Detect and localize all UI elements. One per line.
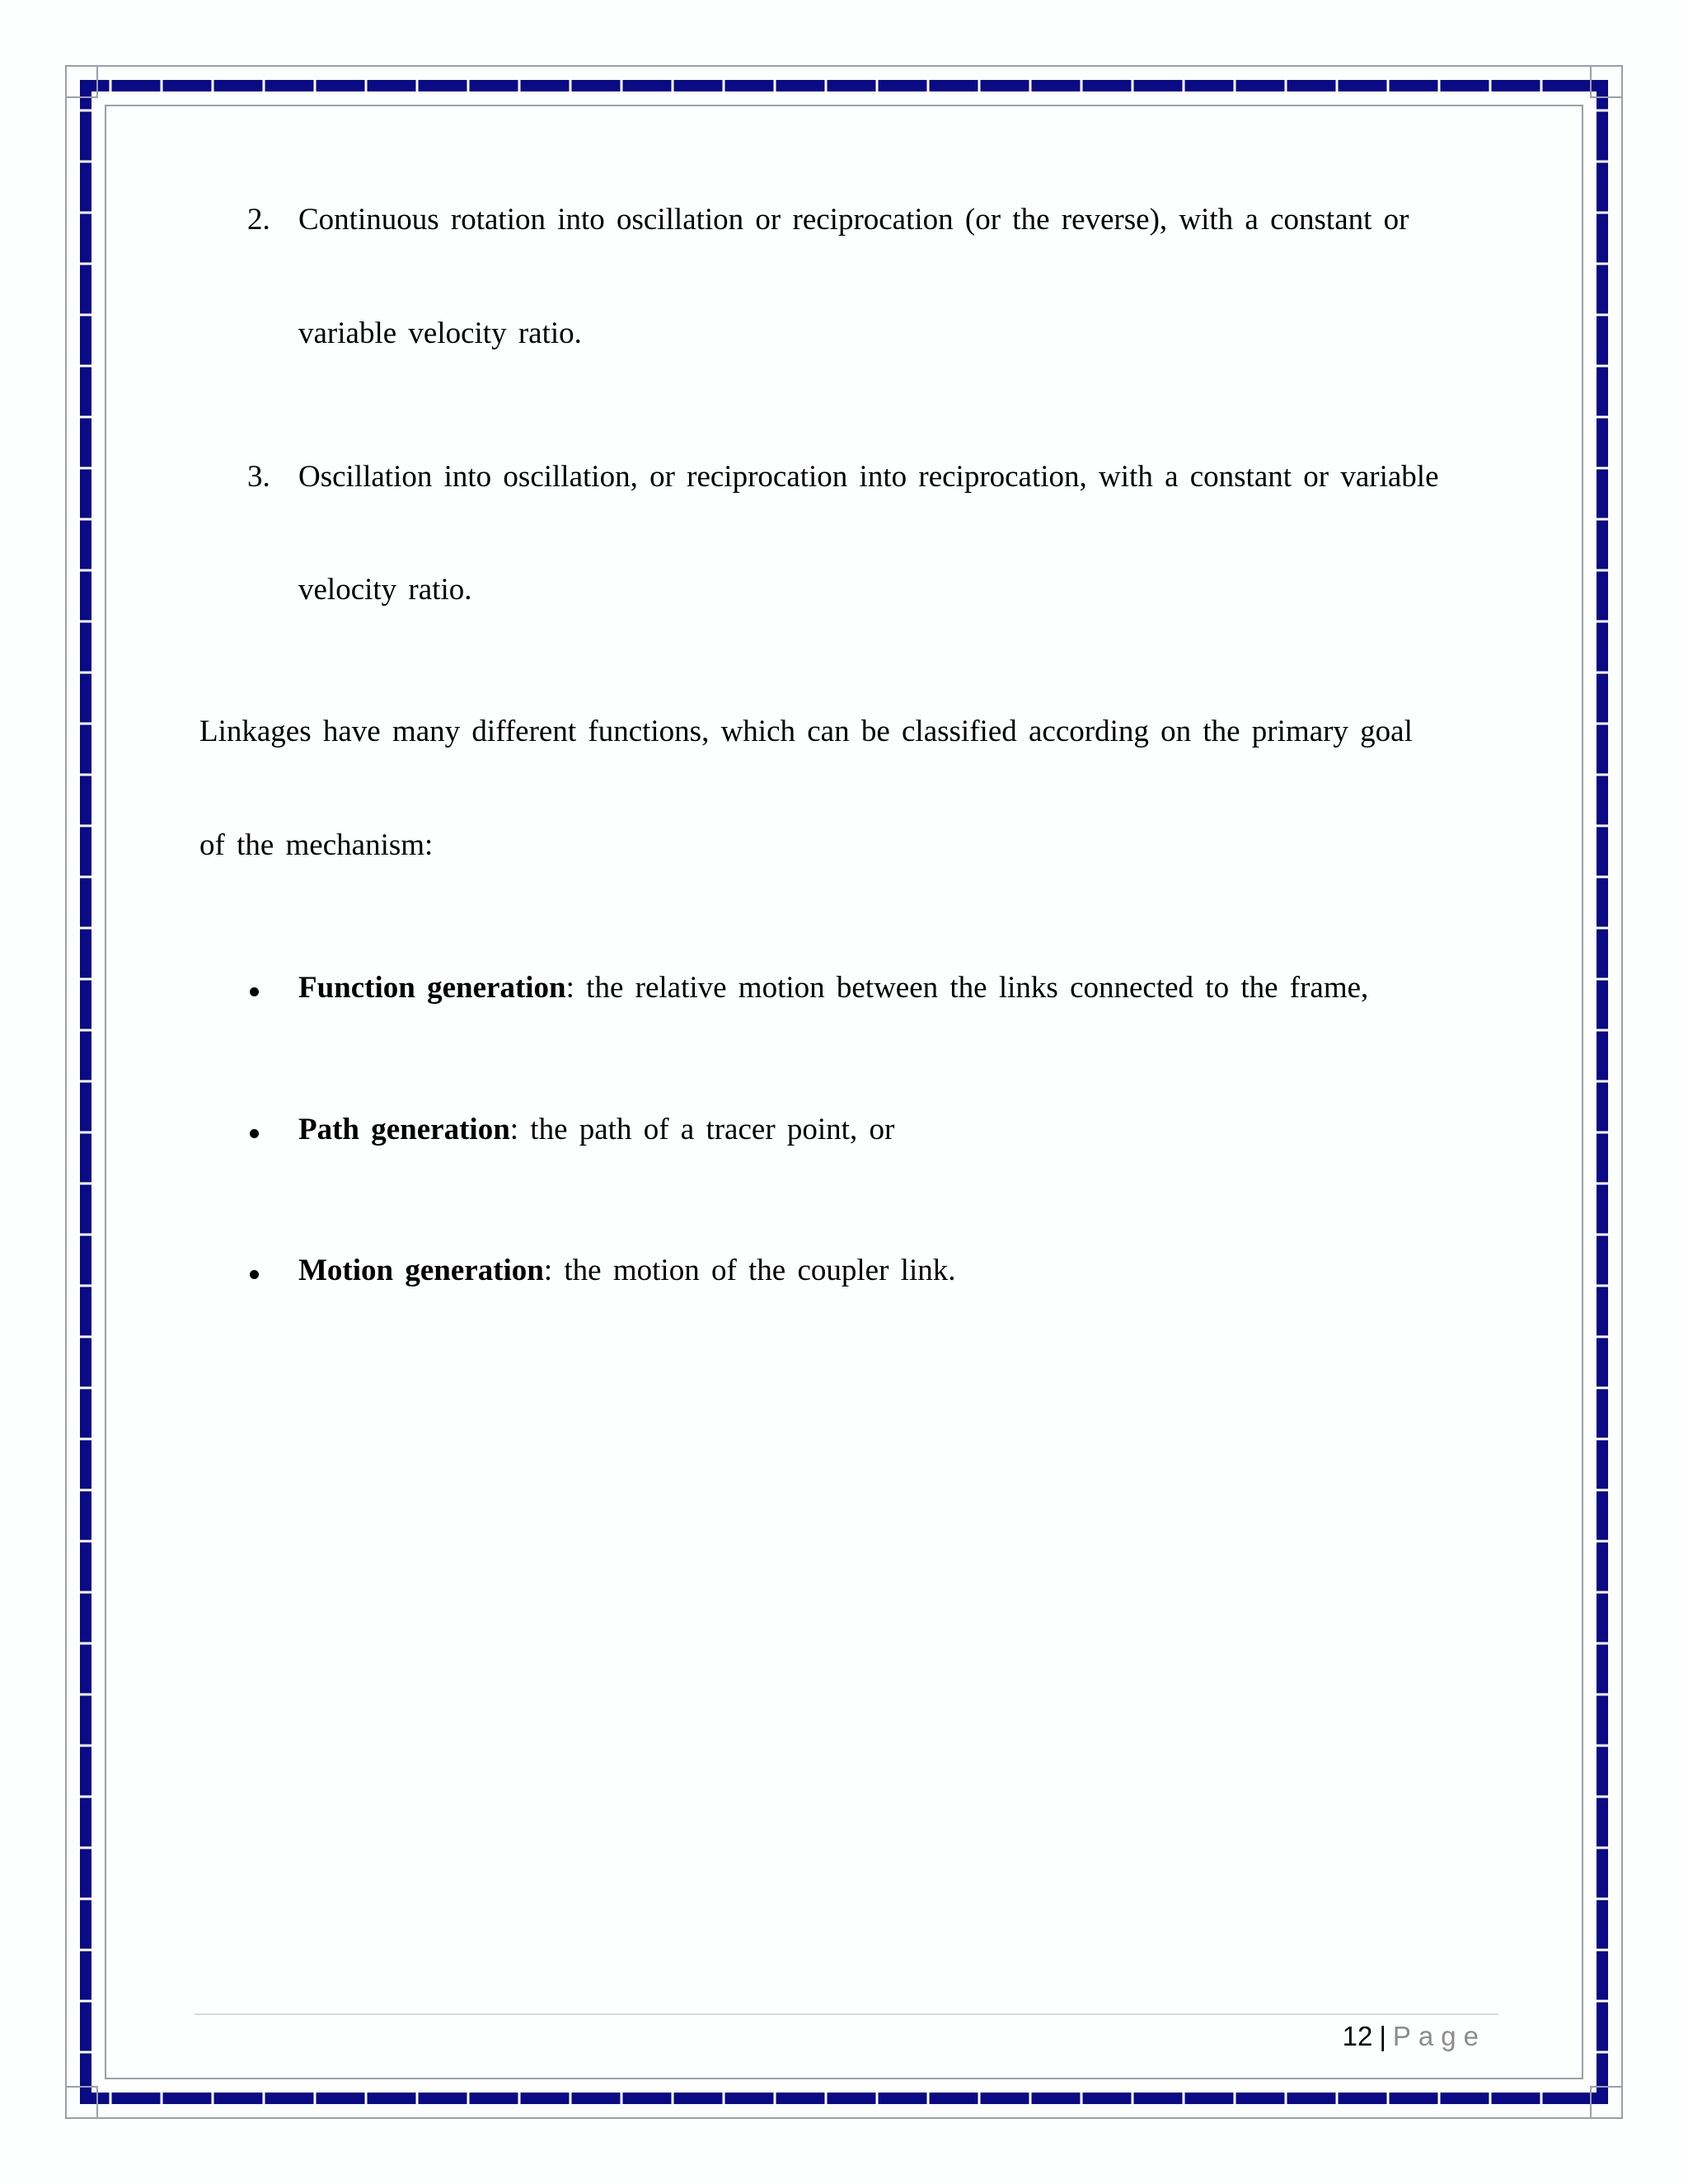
border-outline-inner	[106, 105, 1582, 2079]
numbered-item-2-line-2: variable velocity ratio.	[298, 316, 582, 350]
bullet-path-generation	[298, 1114, 894, 1145]
bullet-text: : the relative motion between the links connected to the frame,	[565, 971, 1369, 1005]
bullet-text: : the motion of the coupler link.	[543, 1254, 956, 1287]
numbered-item-3-line-2: velocity ratio.	[298, 573, 472, 607]
border-frame	[86, 86, 1602, 2098]
bullet-dot	[250, 1129, 259, 1138]
list-number-3: 3.	[247, 460, 270, 494]
bullet-function-generation	[298, 972, 1368, 1003]
border-outline-outer	[66, 66, 1622, 2118]
paragraph-line-2: of the mechanism:	[199, 828, 434, 862]
bullet-motion-generation	[298, 1255, 955, 1286]
footer-separator: |	[1379, 2021, 1386, 2051]
page-label: Page	[1392, 2021, 1486, 2051]
bullet-term: Path generation	[298, 1113, 510, 1146]
bullet-dot	[250, 1270, 259, 1279]
footer-rule	[195, 2013, 1498, 2015]
numbered-item-2-line-1: Continuous rotation into oscillation or reciprocation (or the reverse), with a constant or	[298, 203, 1409, 237]
numbered-item-3-line-1: Oscillation into oscillation, or reciprocation into reciprocation, with a constant or variable	[298, 460, 1439, 494]
bullet-dot	[250, 987, 259, 996]
bullet-text: : the path of a tracer point, or	[509, 1113, 895, 1146]
paragraph-line-1: Linkages have many different functions, which can be classified according on the primary goal	[199, 715, 1413, 748]
list-number-2: 2.	[247, 203, 270, 237]
page-footer	[1343, 2021, 1486, 2052]
page-number: 12	[1342, 2021, 1373, 2051]
bullet-term: Motion generation	[298, 1254, 544, 1287]
bullet-term: Function generation	[298, 971, 566, 1005]
